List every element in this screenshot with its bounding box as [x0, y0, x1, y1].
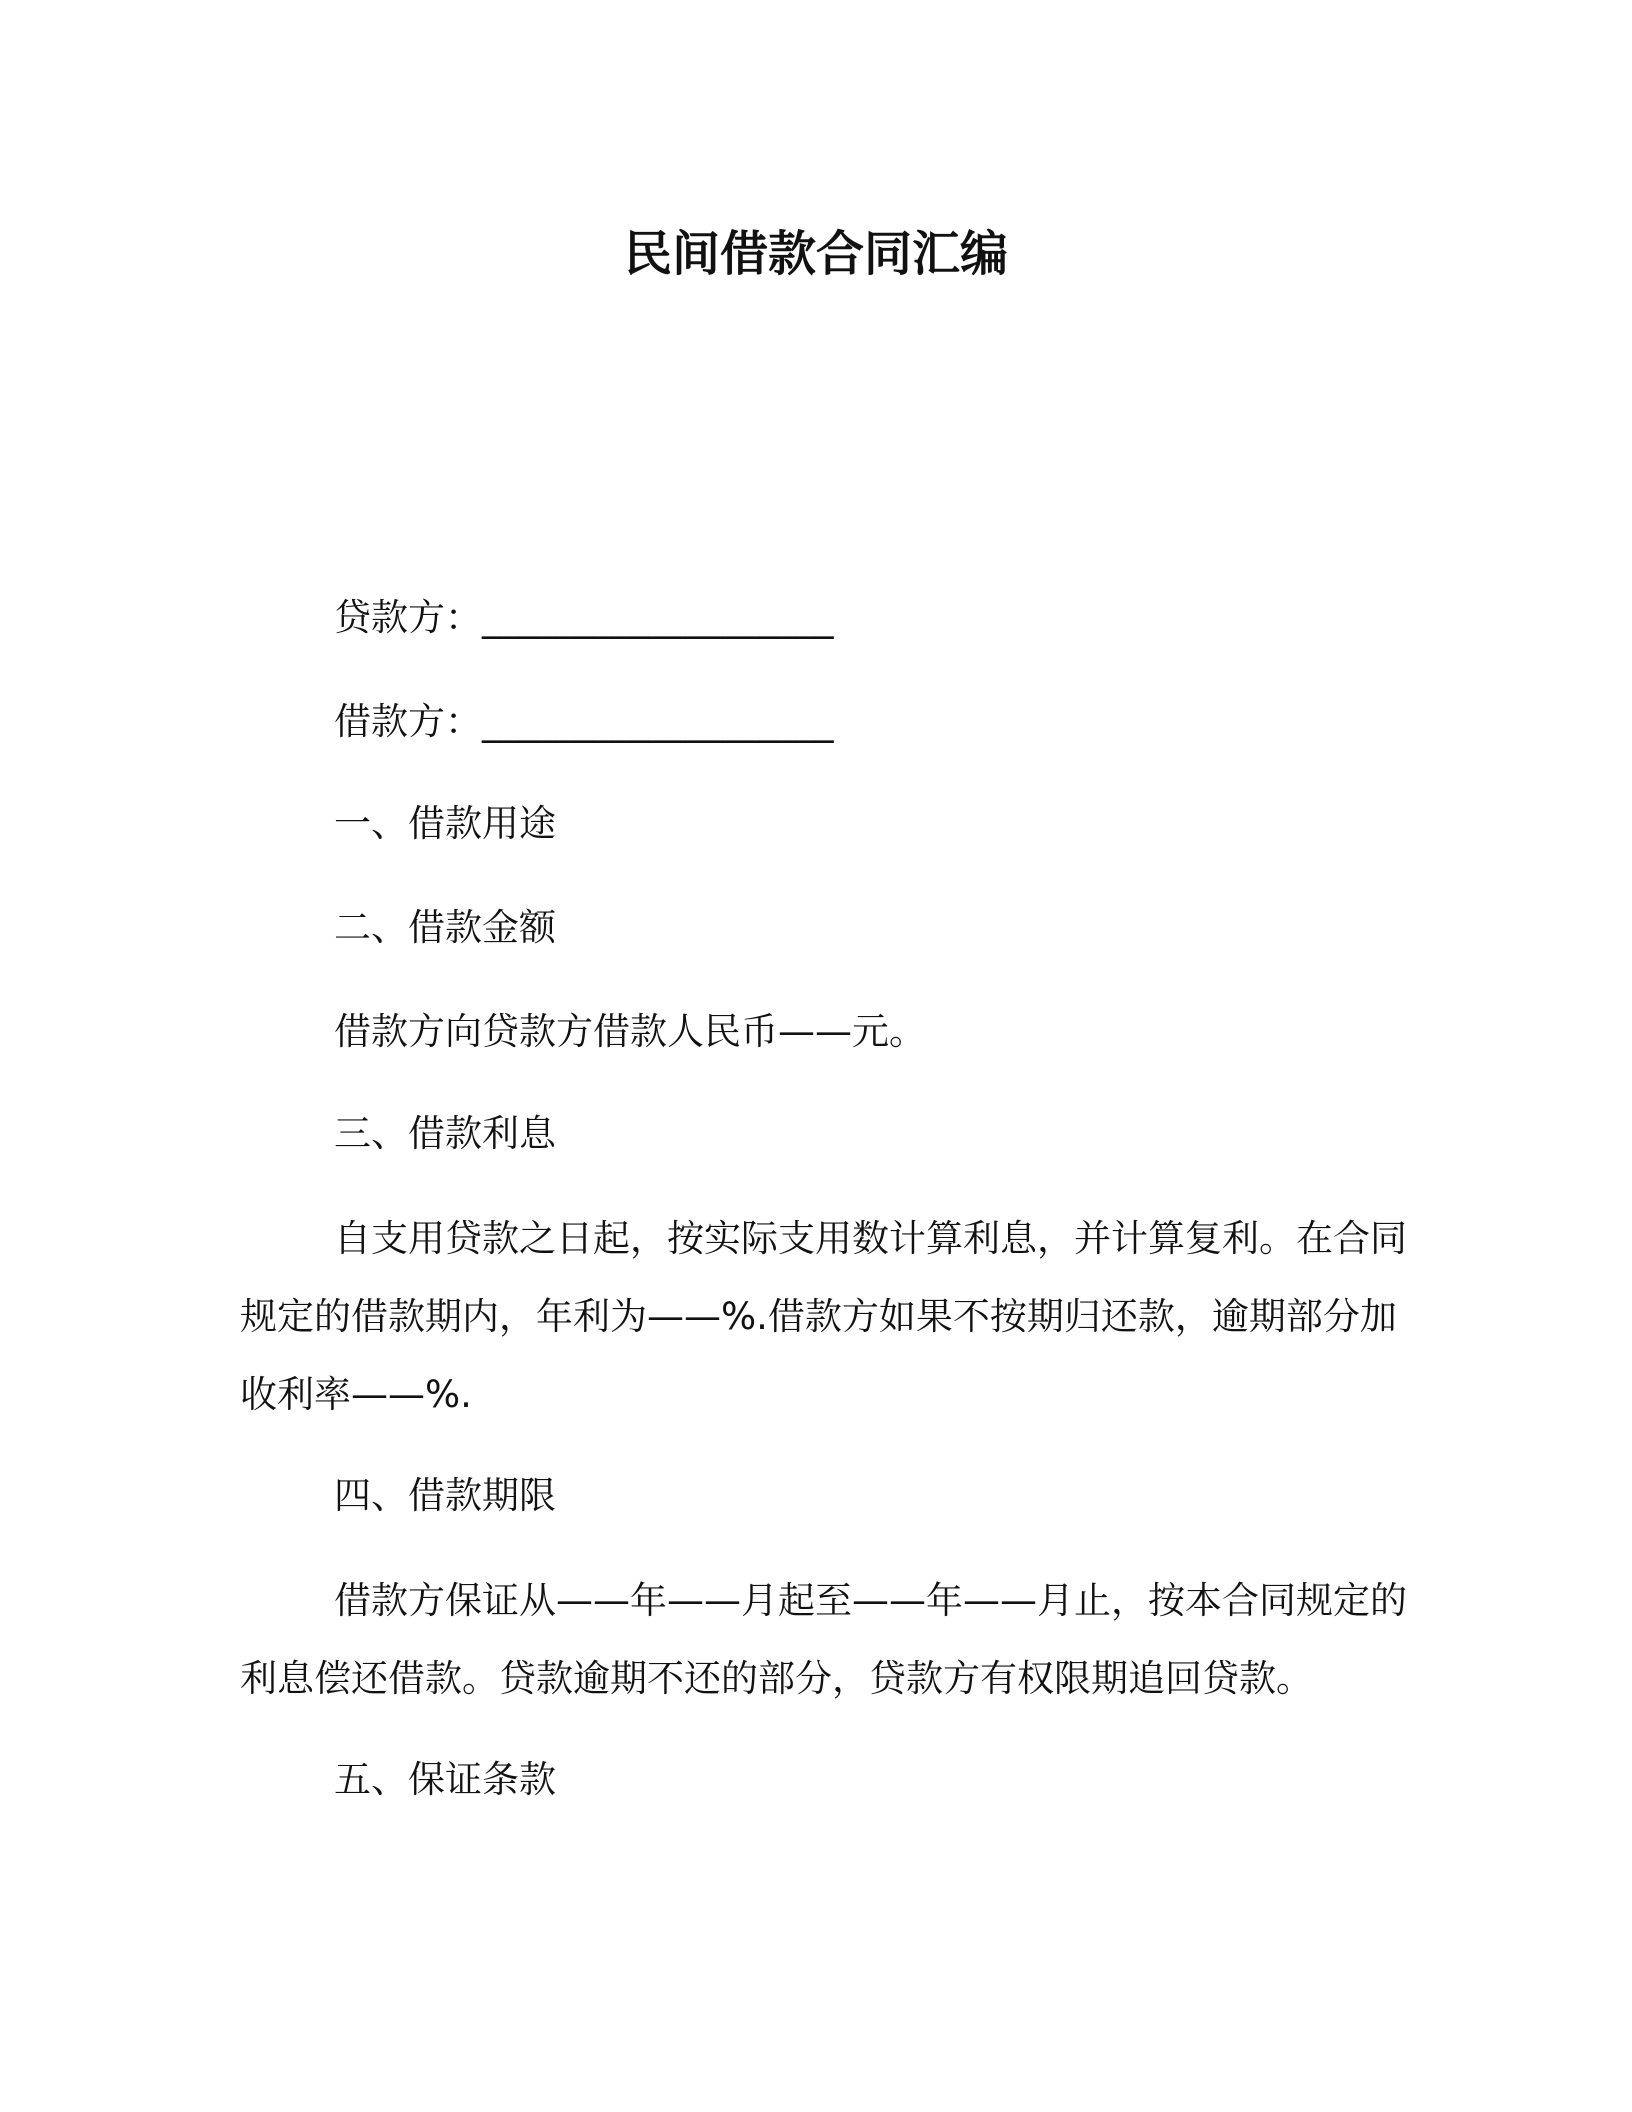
lender-blank: ___________________ [482, 596, 834, 639]
lender-line [334, 596, 834, 640]
interest-heading: 三、借款利息 [334, 1112, 556, 1155]
guarantee-heading: 五、保证条款 [334, 1758, 556, 1801]
lender-label: 贷款方： [334, 596, 482, 639]
borrower-line [334, 700, 834, 744]
term-text: 借款方保证从——年——月起至——年——月止，按本合同规定的利息偿还借款。贷款逾期不还的部分，贷款方有权限期追回贷款。 [240, 1579, 1407, 1700]
purpose-heading: 一、借款用途 [334, 802, 556, 845]
document-title: 民间借款合同汇编 [623, 226, 1008, 282]
interest-text: 自支用贷款之日起，按实际支用数计算利息，并计算复利。在合同规定的借款期内，年利为——%.借款方如果不按期归还款，逾期部分加收利率——%. [240, 1217, 1407, 1416]
amount-text: 借款方向贷款方借款人民币——元。 [334, 1010, 926, 1053]
borrower-label: 借款方： [334, 700, 482, 743]
borrower-blank: ___________________ [482, 700, 834, 743]
amount-heading: 二、借款金额 [334, 906, 556, 949]
term-heading: 四、借款期限 [334, 1474, 556, 1517]
